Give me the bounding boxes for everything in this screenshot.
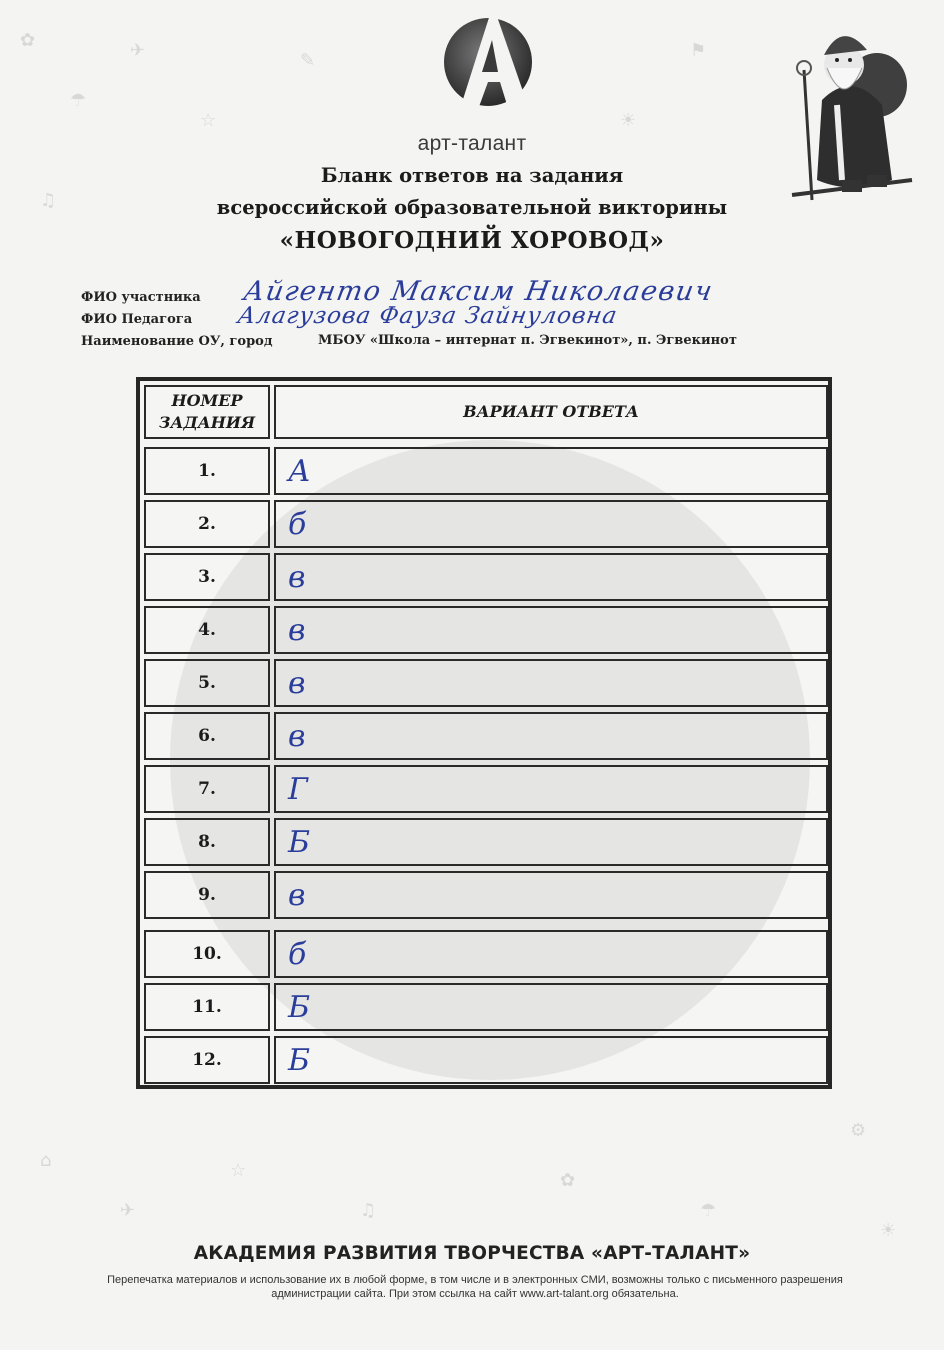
school-label: Наименование ОУ, город — [81, 334, 273, 349]
doodle-icon: ✿ — [560, 1170, 576, 1191]
quiz-name: «НОВОГОДНИЙ ХОРОВОД» — [279, 227, 665, 254]
table-row — [140, 765, 828, 813]
answer-value: в — [288, 560, 306, 595]
table-row — [140, 818, 828, 866]
table-row — [140, 659, 828, 707]
doodle-icon: ☆ — [230, 1160, 247, 1181]
doodle-icon: ✈ — [120, 1200, 136, 1221]
answer-cell[interactable] — [274, 712, 828, 760]
answer-cell[interactable] — [274, 871, 828, 919]
answer-cell[interactable] — [274, 659, 828, 707]
answer-value: Г — [288, 772, 308, 807]
answer-value: А — [288, 454, 311, 489]
task-number: 10. — [144, 930, 270, 978]
doodle-icon: ☂ — [70, 90, 87, 111]
answer-value: Б — [288, 1043, 311, 1078]
answer-cell[interactable] — [274, 500, 828, 548]
task-number: 12. — [144, 1036, 270, 1084]
task-number: 9. — [144, 871, 270, 919]
task-number: 3. — [144, 553, 270, 601]
doodle-icon: ⚑ — [690, 40, 707, 61]
answer-value: Б — [288, 990, 311, 1025]
footer-academy-title: АКАДЕМИЯ РАЗВИТИЯ ТВОРЧЕСТВА «АРТ-ТАЛАНТ» — [193, 1243, 751, 1264]
answer-cell[interactable] — [274, 765, 828, 813]
table-row — [140, 447, 828, 495]
table-row — [140, 500, 828, 548]
answer-cell[interactable] — [274, 930, 828, 978]
answer-value: б — [288, 937, 307, 972]
answer-value: в — [288, 613, 306, 648]
form-subtitle: всероссийской образовательной викторины — [216, 196, 728, 219]
table-header — [140, 381, 828, 443]
answer-cell[interactable] — [274, 1036, 828, 1084]
answer-cell[interactable] — [274, 447, 828, 495]
table-row — [140, 983, 828, 1031]
answer-table — [136, 377, 832, 1089]
task-number: 2. — [144, 500, 270, 548]
answer-cell[interactable] — [274, 818, 828, 866]
participant-name-field[interactable]: Айгенто Максим Николаевич — [241, 276, 716, 307]
answer-cell[interactable] — [274, 553, 828, 601]
teacher-label: ФИО Педагога — [81, 312, 193, 327]
doodle-icon: ⚙ — [850, 1120, 867, 1141]
table-row — [140, 871, 828, 919]
participant-label: ФИО участника — [81, 290, 201, 305]
doodle-icon: ⌂ — [40, 1150, 52, 1171]
answer-value: в — [288, 666, 306, 701]
task-number: 4. — [144, 606, 270, 654]
task-number: 1. — [144, 447, 270, 495]
doodle-icon: ✈ — [130, 40, 146, 61]
footer-copyright-notice: Перепечатка материалов и использование их в любой форме, в том числе и в электронных СМИ, возможны только с письменного разрешения администрации сайта. При этом ссылка на сайт www.art-talant.org обязательна. — [107, 1274, 843, 1300]
table-row — [140, 712, 828, 760]
task-number: 8. — [144, 818, 270, 866]
doodle-icon: ♫ — [360, 1200, 377, 1221]
header-task-number-line2: ЗАДАНИЯ — [158, 413, 256, 432]
answer-cell[interactable] — [274, 983, 828, 1031]
school-name-field[interactable]: МБОУ «Школа – интернат п. Эгвекинот», п. Эгвекинот — [318, 333, 737, 348]
brand-name: арт-талант — [417, 132, 527, 155]
form-title: Бланк ответов на задания — [320, 164, 624, 187]
header-task-number — [144, 385, 270, 439]
doodle-icon: ☀ — [880, 1220, 897, 1241]
doodle-icon: ☀ — [620, 110, 637, 131]
table-row — [140, 1036, 828, 1084]
header-answer-option: ВАРИАНТ ОТВЕТА — [274, 385, 828, 439]
doodle-icon: ✿ — [20, 30, 36, 51]
task-number: 6. — [144, 712, 270, 760]
table-row — [140, 553, 828, 601]
art-talant-logo-icon — [438, 0, 538, 130]
doodle-icon: ✎ — [300, 50, 316, 71]
table-row — [140, 930, 828, 978]
doodle-icon: ♫ — [40, 190, 57, 211]
header-task-number-line1: НОМЕР — [171, 391, 243, 410]
answer-value: Б — [288, 825, 311, 860]
doodle-icon: ☂ — [700, 1200, 717, 1221]
doodle-icon: ☆ — [200, 110, 217, 131]
answer-value: в — [288, 878, 306, 913]
answer-value: в — [288, 719, 306, 754]
answer-cell[interactable] — [274, 606, 828, 654]
task-number: 5. — [144, 659, 270, 707]
answer-value: б — [288, 507, 307, 542]
task-number: 7. — [144, 765, 270, 813]
teacher-name-field[interactable]: Алагузова Фауза Зайнуловна — [235, 303, 620, 329]
task-number: 11. — [144, 983, 270, 1031]
table-row — [140, 606, 828, 654]
